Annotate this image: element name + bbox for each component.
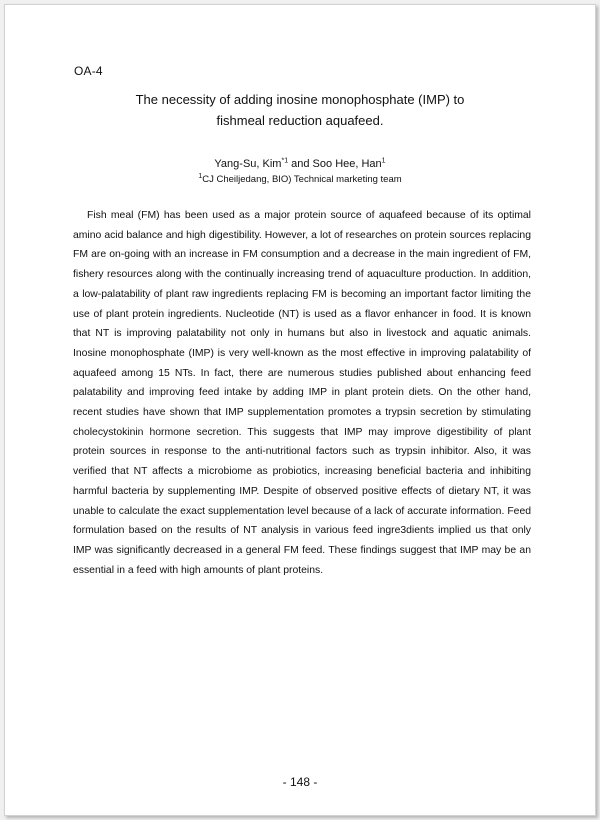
- author-list: [65, 157, 535, 171]
- author-1: Yang-Su, Kim: [214, 158, 282, 170]
- paper-title: [65, 89, 535, 131]
- page-number: - 148 -: [282, 775, 318, 789]
- affiliation-marker: 1: [198, 172, 203, 180]
- title-line-1: The necessity of adding inosine monophosphate (IMP) to: [135, 92, 465, 107]
- abstract-body: Fish meal (FM) has been used as a major protein source of aquafeed because of its optimal amino acid balance and high digestibility. However, a lot of researches on protein sources replacing FM are on-going with an increase in FM consumption and a decrease in the main ingredient of FM, fishery resources along with the continually increasing trend of aquaculture production. In addition, a low-palatability of plant raw ingredients replacing FM is becoming an important factor limiting the use of plant protein ingredients. Nucleotide (NT) is used as a flavor enhancer in food. It is known that NT is improving palatability not only in humans but also in livestock and aquatic animals. Inosine monophosphate (IMP) is very well-known as the most effective in improving palatability of aquafeed among 15 NTs. In fact, there are numerous studies published about enhancing feed palatability and improving feed intake by adding IMP in plant protein diets. On the other hand, recent studies have shown that IMP supplementation promotes a trypsin secretion by stimulating cholecystokinin hormone secretion. This suggests that IMP may improve digestibility of plant protein sources in response to the anti-nutritional factors such as trypsin inhibitor. Also, it was verified that NT affects a microbiome as probiotics, increasing beneficial bacteria and inhibiting harmful bacteria by supplementing IMP. Despite of observed positive effects of dietary NT, it was unable to calculate the exact supplementation level because of a lack of accurate information. Feed formulation based on the results of NT analysis in various feed ingre3dients implied us that only IMP was significantly decreased in a general FM feed. These findings suggest that IMP may be an essential in a feed with high amounts of plant proteins.: [73, 210, 531, 576]
- affiliation: [65, 173, 535, 186]
- author-1-marker: *1: [281, 157, 289, 165]
- document-page: [4, 4, 596, 816]
- title-line-2: fishmeal reduction aquafeed.: [216, 113, 384, 128]
- author-2-marker: 1: [381, 157, 386, 165]
- affiliation-text: CJ Cheiljedang, BIO) Technical marketing team: [202, 174, 402, 185]
- abstract-code: OA-4: [74, 64, 103, 78]
- author-2: and Soo Hee, Han: [288, 158, 382, 170]
